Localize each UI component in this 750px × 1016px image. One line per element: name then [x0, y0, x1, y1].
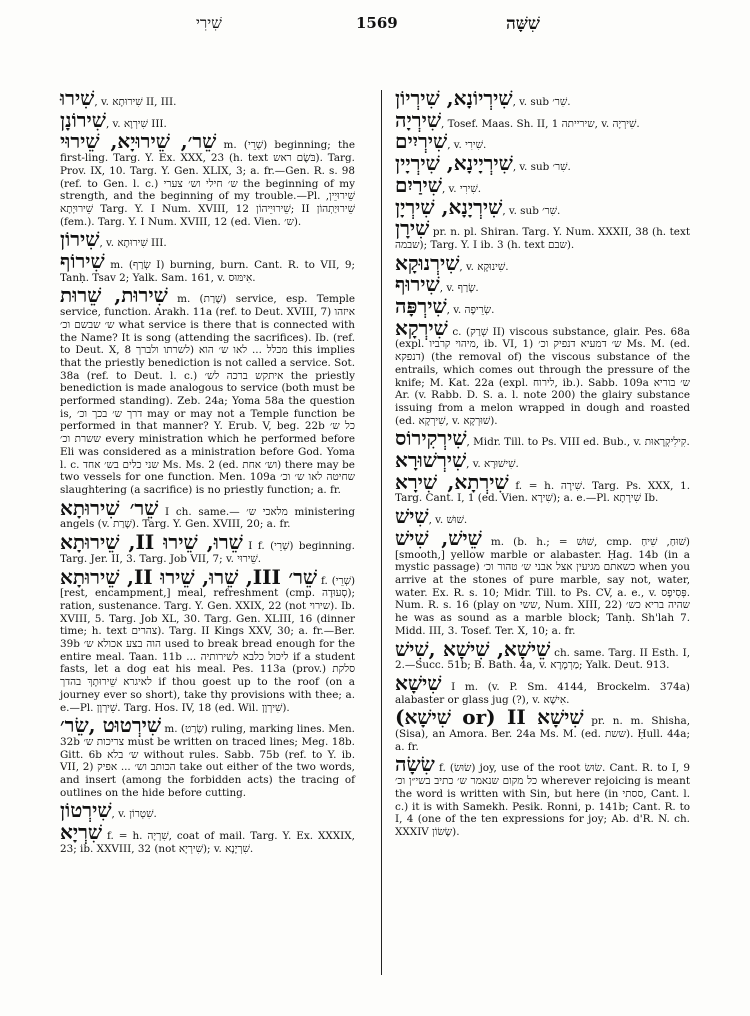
entry-body: , Midr. Till. to Ps. VIII ed. Bub., v. קִילִיקְרָאוּת.	[466, 436, 690, 449]
entry-body: f. = h. שִׁרְיָה, coat of mail. Targ. Y. Ex. XXXIX, 23; ib. XXVIII, 32 (not שִׁירְיָא); v. שִׁרְיָנָא.	[60, 830, 355, 855]
column-divider	[381, 90, 382, 975]
entry-body: , v. sub שִׁר׳.	[512, 161, 571, 174]
dictionary-entry	[60, 229, 355, 250]
entry-body: I ch. same.— מלאכי ש׳ ministering angels (v. שָׁרַת). Targ. Y. Gen. XVIII, 20; a. fr.	[60, 505, 355, 531]
entry-headword: שִׁירְיָה	[395, 107, 441, 132]
dictionary-entry	[60, 800, 355, 821]
entry-headword: שֵׁר׳ III, שֵׁרוּ, שֵׁירוּ II, שֵׁירוּתָא	[60, 564, 318, 589]
entry-headword: שִׁירְיָינָא, שִׁירְיָין	[395, 151, 513, 176]
entry-body: , v. sub שִׁר׳.	[512, 96, 571, 108]
entry-headword: שִׁירוּף	[395, 272, 440, 297]
dictionary-entry	[60, 88, 355, 109]
dictionary-entry	[395, 194, 690, 219]
entry-headword: שִׁישָׁא	[395, 670, 442, 695]
entry-headword: שִׁירְפָּה	[395, 294, 447, 319]
entry-body: pr. n. pl. Shiran. Targ. Y. Num. XXXII, 38 (h. text שבמה); Targ. Y. I ib. 3 (h. text שבם).	[395, 226, 690, 251]
entry-headword: שֵׁישׁ, שִׁישׁ	[395, 525, 482, 550]
dictionary-entry	[395, 525, 691, 638]
entry-body: , v. שָׂרַף.	[439, 282, 479, 295]
entry-headword: שִׁירַיִם	[395, 172, 442, 197]
entry-body: , Tosef. Maas. Sh. II, 1 שירייתה, v. שִׁירְיָה.	[440, 117, 640, 130]
page-header	[0, 14, 750, 38]
entry-body: , v. שִׁירוּתָא II, III.	[94, 96, 177, 108]
dictionary-entry	[60, 822, 355, 855]
entry-headword: שִׁירְקָא	[395, 315, 448, 340]
entry-body: m. (שְׂרַף I) burning, burn. Cant. R. to VII, 9; Tanḥ. Tsav 2; Yalk. Sam. 161, v. אִימּוּס.	[60, 259, 355, 284]
dictionary-entry	[60, 131, 355, 228]
entry-body: , v. שִׁינוּקָא.	[459, 260, 509, 273]
entry-headword: שִׁירוֹף	[60, 249, 105, 274]
entry-body: , v. שׁוּשׁ.	[428, 514, 468, 527]
dictionary-entry	[395, 469, 690, 505]
dictionary-entry	[395, 428, 690, 449]
entry-headword: שֵׁר׳, שֵׁירוּיָא, שֵׁירוּי	[60, 129, 217, 154]
dictionary-entry	[395, 506, 690, 527]
entry-headword: שִׁירְיוֹנָא, שִׁירְיוֹן	[395, 86, 513, 110]
entry-body: , v. שִׁירִי.	[447, 139, 487, 152]
dictionary-entry	[60, 495, 355, 531]
entry-headword: שִׁירְיִים	[395, 129, 448, 154]
dictionary-entry	[60, 107, 355, 132]
entry-body: f. (שְׁרֵי) [rest, encampment,] meal, refreshment (cmp. סְעוּדָה); ration, sustenance. Targ. Y. Gen. XXIX, 22 (not שירוי). Ib. XVIII, 5. Targ. Job XL, 30. Targ. Gen. XLIII, 16 (dinner time; h. text צהרים). Targ. II Kings XXV, 30; a. fr.—Ber. 39b הוה בצע אכולא ש׳ used to break bread enough for the entire meal. Taan. 11b ... ליכול כלבא לשירותיה if a student fasts, let a dog eat his meal. Pes. 113a (prov.) סלקת לאיגרא שֵׁירוּתָךְ בהדך if thou goest up to the roof (on a journey ever so short), take thy provisions with thee; a. e.—Pl. שֵׁירְוָן. Targ. Hos. IV, 18 (ed. Wil. שִׁירְוָן).	[60, 574, 356, 714]
entry-body: I f. (שְׁרֵי) beginning. Targ. Jer. II, 3. Targ. Job VII, 7; v. שֵׁירוּי.	[60, 540, 355, 565]
entry-headword: שִׁירְטוֹן	[60, 798, 112, 823]
entry-headword: שִׁירְיָנָא, שִׁירְיָן	[395, 194, 503, 219]
dictionary-entry	[395, 153, 690, 174]
entry-body: , v. שִׁירִי.	[441, 182, 482, 195]
dictionary-entry	[395, 107, 690, 132]
dictionary-entry	[395, 88, 690, 109]
dictionary-entry	[395, 274, 690, 295]
entry-body: m. (שְׁרֵי) beginning; the first-ling. Targ. Y. Ex. XXX, 23 (h. text בֹּשֶׂם ראש). Targ. Prov. IX, 10. Targ. Y. Gen. XLIX, 3; a. fr.—Gen. R. s. 98 (ref. to Gen. l. c.) ש׳ חילי וש׳ צערי the beginning of my strength, and the beginning of my trouble.—Pl. שֵׁירוּיֵין, שֵׁירוּיָתָא Targ. Y. I Num. XVIII, 12 שֵׁירוּיֵיהוֹן; II שֵׁירוּיַתְהוֹן (fem.). Targ. Y. I Num. XVIII, 12 (ed. Vien. ש׳).	[60, 139, 355, 228]
dictionary-entry	[60, 564, 356, 715]
entry-body: m. (שָׂרַט) ruling, marking lines. Men. 32b צריכות ש׳ must be written on traced lines; Meg. 18b. Gitt. 6b ש׳ בלא without rules. Sabb. 75b (ref. to Y. ib. VII, 2) הכותב וש׳ ... אפיק take out either of the two words, and insert (among the forbidden acts) the tracing of outlines on the hide before cutting.	[60, 723, 355, 799]
entry-body: c. (שְׁרַק II) viscous substance, glair. Pes. 68a (expl. מיהוי קרביו, ib. VI, 1) ש׳ דמעיא דנפיק וכ׳ Ms. M. (ed. דנפקא) (the removal of) the viscous substance of the entrails, which comes out through the pressure of the knife; M. Kat. 22a (expl. לירוח, ib.). Sabb. 109a ש׳ בוריא Ar. (v. Rabb. D. S. a. l. note 200) the glairy substance issuing from a melon wrapped in dough and roasted (ed. שִׁירְקָא, v. שׁוּרְקָא).	[395, 325, 690, 427]
entry-headword: שִׁירָן	[395, 216, 430, 241]
dictionary-entry	[395, 250, 690, 275]
dictionary-entry	[395, 218, 690, 251]
dictionary-entry	[395, 670, 690, 706]
entry-headword: שִׂשָׂה	[395, 752, 435, 777]
entry-body: m. (שָׁרַת) service, esp. Temple service, function. Arakh. 11a (ref. to Deut. XVIII, 7) איזהו ש׳ שבשם וכ׳ what service is there that is connected with the Name? It is song (attending the sacrifices). Ib. (ref. to Deut. X, 8 לשרתו ולברך) מכלל ... לאו ש׳ הוא this implies that the priestly benediction is not called a service. Sot. 38a (ref. to Deut. l. c.) איתקש ברכה לש׳ the priestly benediction is made analogous to service (both must be performed standing). Zeb. 24a; Yoma 58a the question is, דרך ש׳ בכך וכ׳ may or may not a Temple function be performed in that manner? Y. Erub. V, beg. 22b כל ש׳ ששרת וכ׳ every ministration which he performed before Eli was considered as a ministration before God. Yoma l. c. שני כלים בש׳ אחד Ms. Ms. 2 (ed. וש׳ אחת) there may be two vessels for one function. Men. 109a שחיטה לאו ש׳ וכ׳ slaughtering (a sacrifice) is no priestly function; a. fr.	[60, 293, 356, 496]
entry-body: , v. sub שִׁר׳.	[502, 204, 561, 217]
dictionary-entry	[60, 715, 355, 799]
running-head-right: שִׁשָּׁה	[506, 14, 540, 34]
dictionary-entry	[395, 707, 690, 753]
entry-headword: שִׁירְתָא, שִׁירָא	[395, 469, 509, 494]
entry-body: , v. שִׁירְוָא III.	[105, 117, 167, 130]
dictionary-entry	[395, 754, 690, 838]
entry-body: f. (שׂוּשׂ) joy, use of the root שׂוּשׂ. Cant. R. to I, 9 כל מקום שנאמר ש׳ כתיב בשי״ן וכ׳ wherever rejoicing is meant the word is written with Sin, but here (in ססתי, Cant. l. c.) it is with Samekh. Pesik. Ronni, p. 141b; Cant. R. to I, 4 (one of the ten expressions for joy; Ab. d'R. N. ch. XXXIV שָׂשׂוֹן).	[395, 762, 690, 838]
dictionary-entry	[60, 285, 355, 496]
dictionary-entry	[395, 450, 690, 471]
entry-headword: שִׁירוֹן	[60, 227, 100, 252]
entry-headword: שִׁירְנוּקָא	[395, 250, 460, 275]
entry-headword: שִׁירוֹנָן	[60, 107, 106, 132]
entry-headword: שִׁירְקִירוֹס	[395, 426, 467, 451]
entry-body: ch. same. Targ. II Esth. I, 2.—Succ. 51b; B. Bath. 4a, v. מַרְמָרָא; Yalk. Deut. 913.	[395, 646, 690, 672]
entry-headword: שֵׁר׳ שִׁירוּתָא	[60, 495, 159, 520]
dictionary-entry	[395, 131, 690, 152]
entry-headword: שִׁירוּ	[60, 86, 95, 110]
dictionary-entry	[395, 636, 690, 672]
right-column	[395, 88, 690, 840]
dictionary-entry	[60, 532, 355, 565]
entry-body: pr. n. m. Shisha, (Sisa), an Amora. Ber. 24a Ms. M. (ed. ששת). Ḥull. 44a; a. fr.	[395, 715, 691, 753]
entry-headword: שִׁירְשׁוּרָא	[395, 448, 467, 473]
dictionary-entry	[395, 315, 690, 428]
page-number: 1569	[356, 14, 398, 32]
dictionary-entry	[60, 251, 355, 284]
entry-body: , v. שְׂרֵיפָה.	[446, 304, 495, 317]
entry-headword: שִׁירְטוּט ,שֵׂר׳	[60, 713, 162, 738]
entry-headword: שִׁירוּת, שֵׁרוּת	[60, 283, 168, 308]
dictionary-entry	[395, 172, 690, 197]
entry-body: m. (b. h.; = שׁוּשׁ, cmp. שׁוּחַ, שִׁיחַ) [smooth,] yellow marble or alabaster. Ḥag. 14b (in a mystic passage) כשאתם מגיעין אצל אבני ש׳ טהור וכ׳ when you arrive at the stones of pure marble, say not, water, water. Ex. R. s. 10; Midr. Till. to Ps. CV, a. e., v. פְּסִיפָס. Num. R. s. 16 (play on ששי, Num. XIII, 22) שהיה בריא כש׳ he was as sound as a marble block; Tanḥ. Sh'lah 7. Midd. III, 3. Tosef. Ter. X, 10; a. fr.	[395, 535, 691, 637]
running-head-left: שִׁירִי	[196, 14, 222, 32]
entry-body: I m. (v. P. Sm. 4144, Brockelm. 374a) alabaster or glass jug (?), v. אִישָׁא.	[395, 680, 690, 706]
entry-body: , v. שִׁטְרוֹן.	[111, 808, 157, 821]
entry-headword: שִׁישׁ	[395, 504, 429, 529]
entry-headword: שֵׁישָׁא, שִׁישָׁא ,שִׁישׁ	[395, 636, 551, 661]
entry-headword: שִׁרְיָא	[60, 820, 103, 845]
entry-body: , v. שִׁישׁוּרָא.	[466, 458, 519, 471]
entry-body: , v. שִׁירוּתָא III.	[99, 237, 167, 250]
entry-headword: שֵׁרוּ, שֵׁירוּ II, שֵׁירוּתָא	[60, 530, 243, 555]
dictionary-entry	[395, 296, 690, 317]
entry-headword: שִׁישָׁא II (or שִׁישָׁא)	[395, 705, 584, 730]
left-column	[60, 88, 355, 857]
entry-body: f. = h. שִׁירָה. Targ. Ps. XXX, 1. Targ. Cant. I, 1 (ed. Vien. שִׁירָא); a. e.—Pl. שִׁירָתָא Ib.	[395, 479, 690, 505]
